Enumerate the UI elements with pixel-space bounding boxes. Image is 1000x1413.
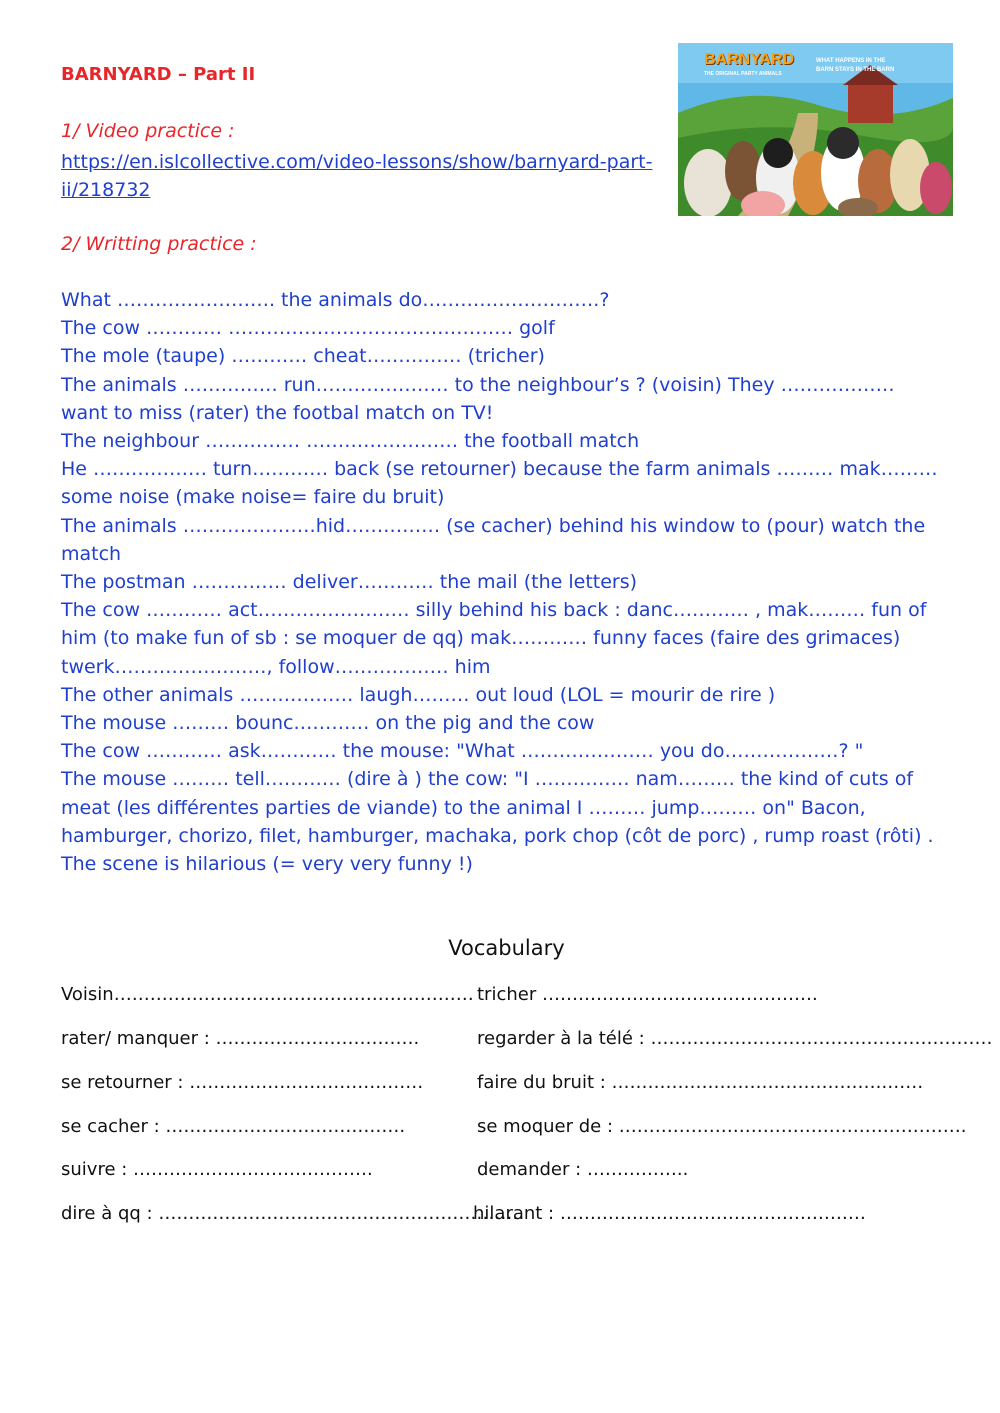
vocabulary-title: Vocabulary bbox=[448, 936, 565, 960]
poster-tagline: WHAT HAPPENS IN THE BARN STAYS IN THE BARN bbox=[816, 58, 895, 73]
exercise-text bbox=[61, 286, 941, 878]
vocab-left-item: suivre : …………………………………. bbox=[61, 1159, 373, 1180]
section-video-label: 1/ Video practice : bbox=[61, 120, 235, 142]
exercise-line: The other animals ……………… laugh……… out loud (LOL = mourir de rire ) bbox=[61, 683, 776, 706]
exercise-line: The animals …………… run………………… to the neighbour’s ? (voisin) They ……………… want to miss (rater) the footbal match on TV! bbox=[61, 373, 895, 424]
exercise-line: The scene is hilarious (= very very funny !) bbox=[61, 853, 473, 876]
exercise-line: The animals …………………hid…………… (se cacher) behind his window to (pour) watch the match bbox=[61, 514, 926, 565]
poster-logo: BARNYARD bbox=[704, 51, 795, 68]
exercise-line: The mole (taupe) ………… cheat…………… (tricher) bbox=[61, 345, 545, 368]
vocab-right-item: tricher ………………………………………. bbox=[477, 984, 818, 1005]
vocab-left-item: dire à qq : ……………………………………………………. bbox=[61, 1203, 525, 1224]
exercise-line: The postman …………… deliver………… the mail (the letters) bbox=[61, 571, 638, 594]
exercise-line: He ……………… turn………… back (se retourner) because the farm animals ……… mak……… some noise (make noise= faire du bruit) bbox=[61, 458, 938, 509]
vocab-right-item: hilarant : …………………………………………… bbox=[473, 1203, 866, 1224]
vocab-right-item: demander : …………….. bbox=[477, 1159, 689, 1180]
barnyard-poster-image bbox=[678, 43, 953, 216]
vocab-left-item: Voisin…………………………………………………… bbox=[61, 984, 474, 1005]
exercise-line: The cow ………… ask………… the mouse: "What ………………… you do………………? " bbox=[61, 740, 864, 763]
exercise-line: The neighbour …………… …………………… the football match bbox=[61, 430, 640, 453]
exercise-line: The cow ………… act…………………… silly behind his back : danc………… , mak……… fun of him (to make fun of sb : se moquer de qq) mak………… funny faces (faire des grimaces) twerk……………………, follow……………… him bbox=[61, 599, 927, 678]
exercise-line: The mouse ……… bounc………… on the pig and the cow bbox=[61, 712, 595, 735]
exercise-line: The mouse ……… tell………… (dire à ) the cow: "I …………… nam……… the kind of cuts of meat (les différentes parties de viande) to the animal I ……… jump……… on" Bacon, hamburger, chorizo, filet, hamburger, machaka, pork chop (côt de porc) , rump roast (rôti) . bbox=[61, 768, 934, 847]
section-writing-label: 2/ Writting practice : bbox=[61, 233, 257, 255]
video-link[interactable]: https://en.islcollective.com/video-lessons/show/barnyard-part-ii/218732 bbox=[61, 151, 653, 201]
vocab-right-item: faire du bruit : ……………………………………….…… bbox=[477, 1072, 924, 1093]
vocab-left-item: se retourner : ………………………………… bbox=[61, 1072, 424, 1093]
vocab-right-item: se moquer de : …………………………………………………. bbox=[477, 1116, 967, 1137]
vocab-right-item: regarder à la télé : ………………………………………………… bbox=[477, 1028, 993, 1049]
exercise-line: The cow ………… ……………………………………… golf bbox=[61, 317, 555, 340]
exercise-line: What ……………………. the animals do……………………….? bbox=[61, 289, 610, 311]
vocab-left-item: se cacher : …………………………………. bbox=[61, 1116, 406, 1137]
vocab-left-item: rater/ manquer : ……………………………. bbox=[61, 1028, 420, 1049]
poster-subtitle: THE ORIGINAL PARTY ANIMALS bbox=[704, 71, 782, 77]
worksheet-title: BARNYARD – Part II bbox=[61, 64, 256, 85]
